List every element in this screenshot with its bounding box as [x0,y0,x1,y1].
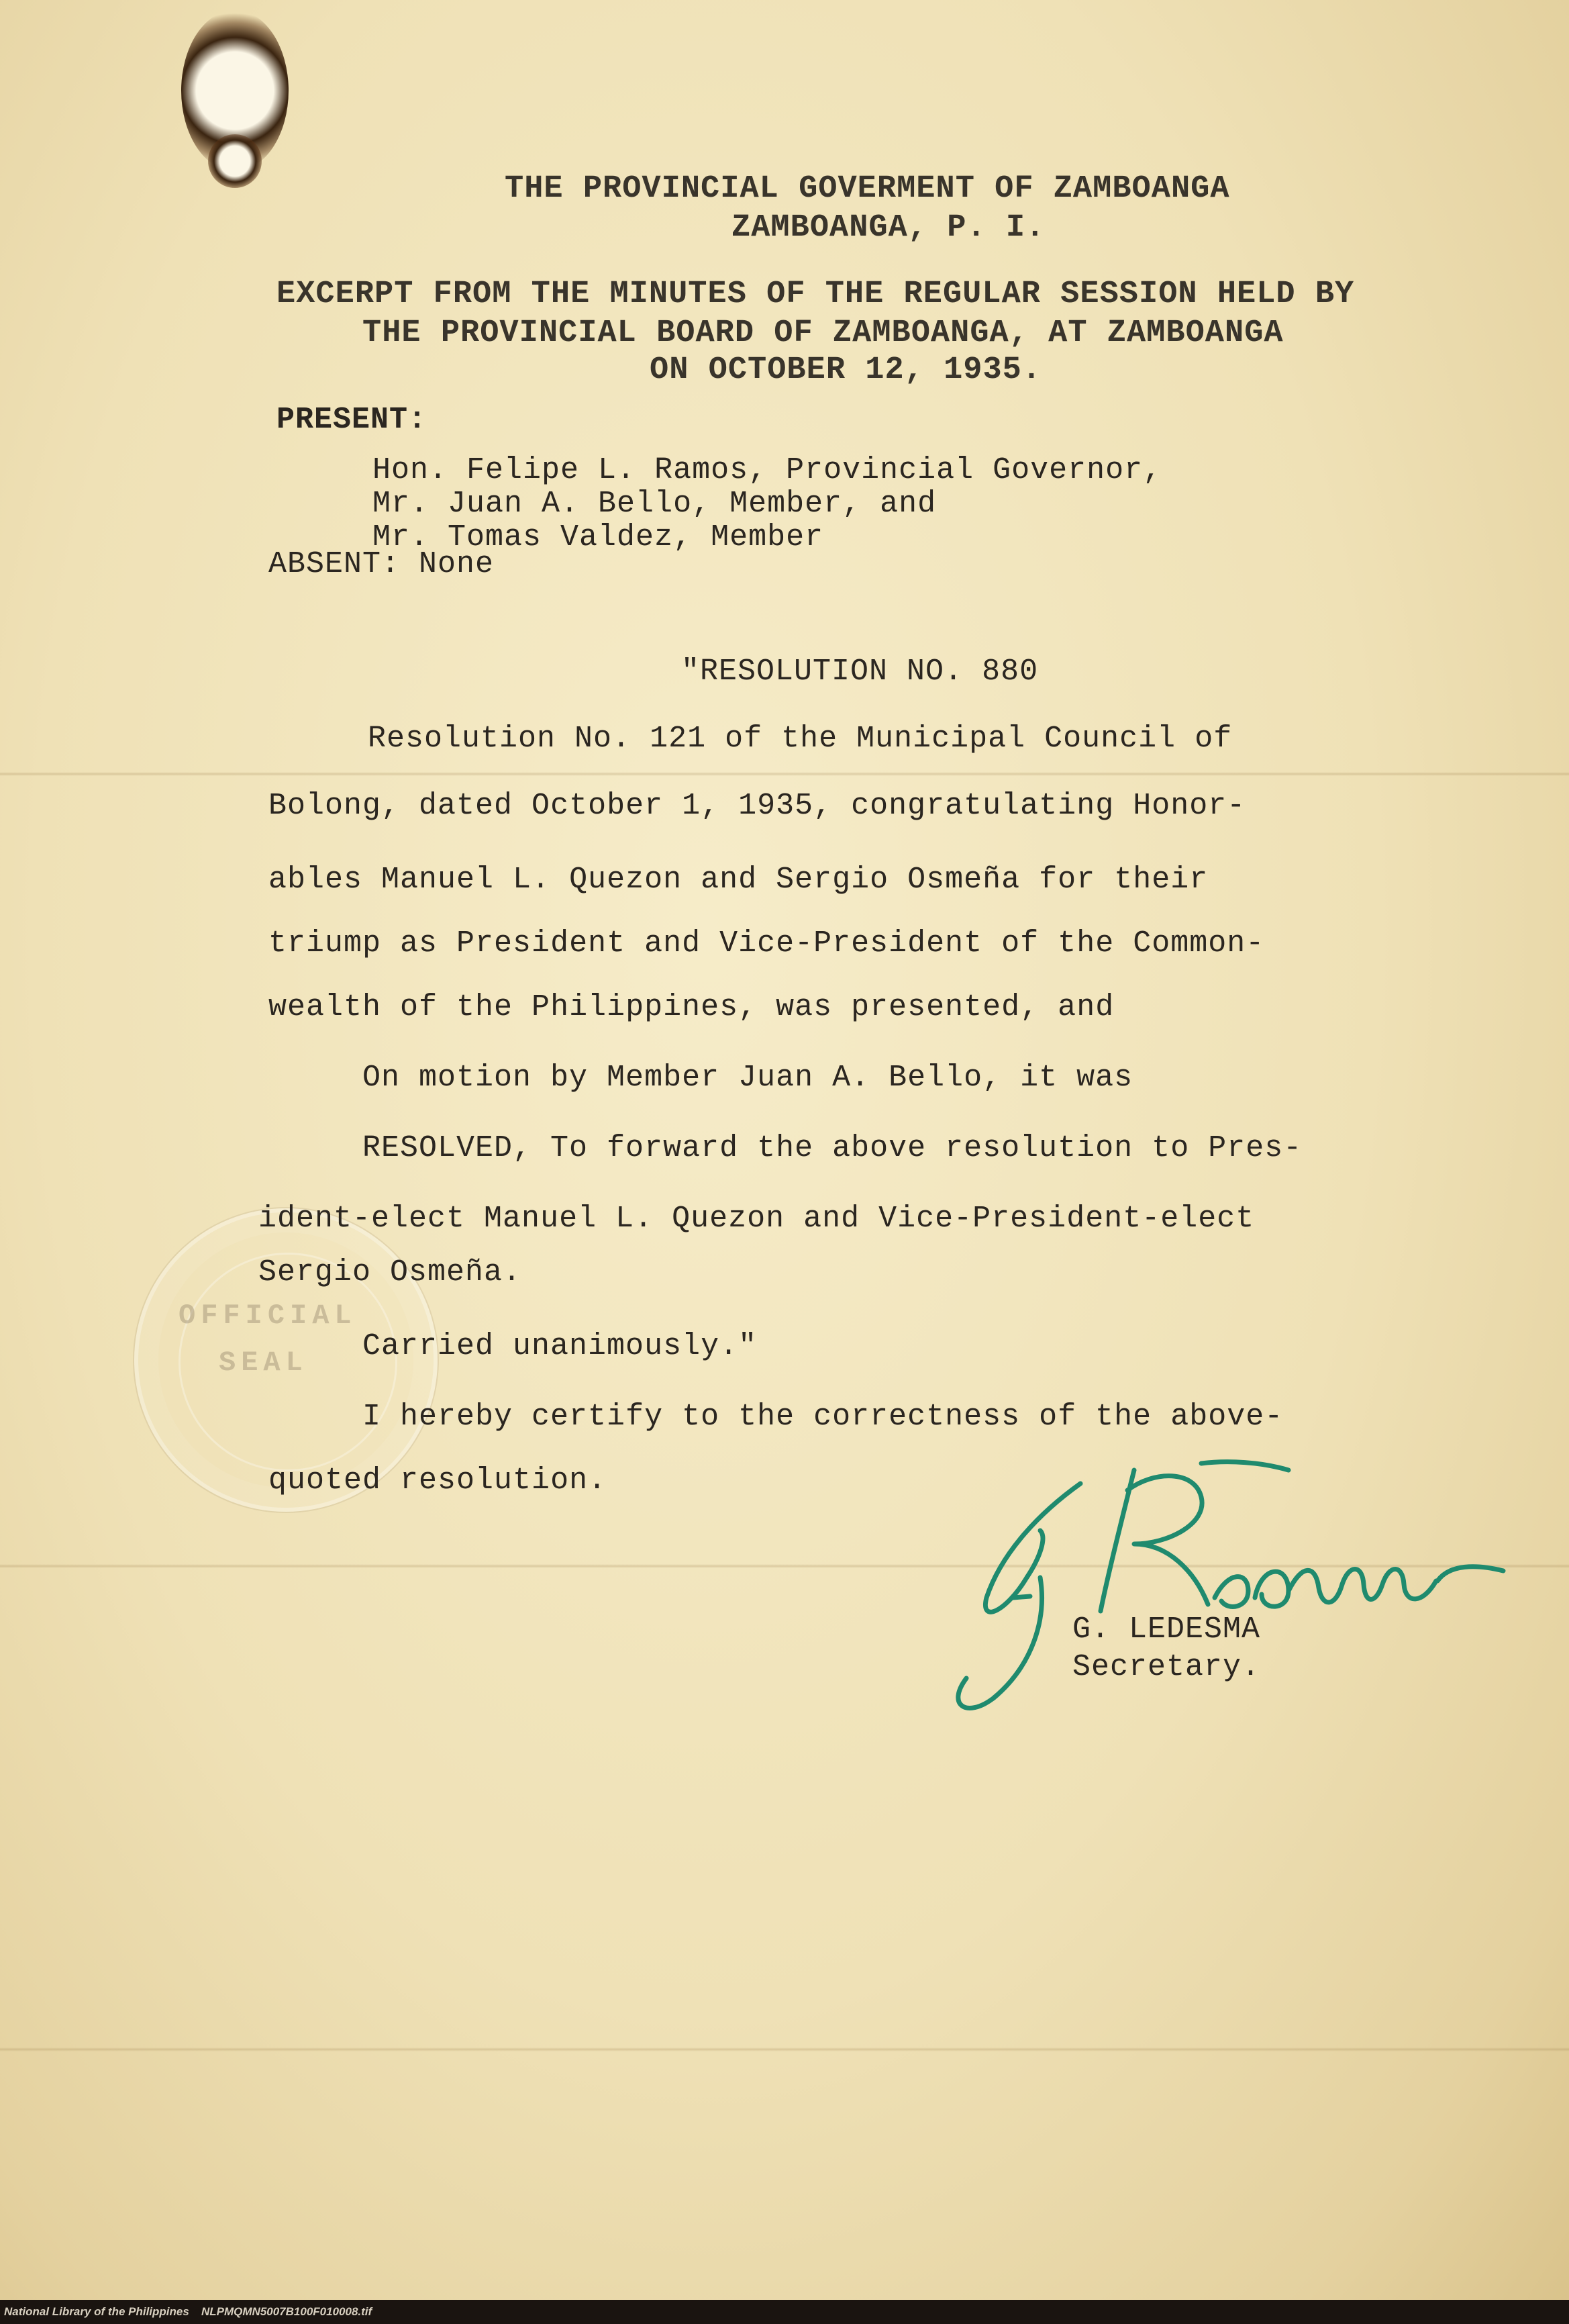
header-title: THE PROVINCIAL GOVERMENT OF ZAMBOANGA [505,171,1230,207]
present-member: Hon. Felipe L. Ramos, Provincial Governor, [372,453,1162,487]
seal-text-top: OFFICIAL [179,1300,357,1332]
absent-line: ABSENT: None [268,547,495,581]
paper-fold [0,772,1569,776]
resolution-line: ables Manuel L. Quezon and Sergio Osmeña for their [268,863,1209,897]
resolution-line: Bolong, dated October 1, 1935, congratulating Honor- [268,789,1246,823]
resolution-title: "RESOLUTION NO. 880 [681,655,1039,689]
certification-line: I hereby certify to the correctness of the above- [362,1400,1284,1434]
signatory-title: Secretary. [1072,1650,1261,1684]
resolution-line: Resolution No. 121 of the Municipal Council of [368,722,1233,756]
signatory-name: G. LEDESMA [1072,1612,1261,1647]
certification-line: quoted resolution. [268,1463,607,1498]
excerpt-date: ON OCTOBER 12, 1935. [650,352,1042,388]
resolution-line: Carried unanimously." [362,1329,758,1363]
burn-spot [208,134,262,188]
resolution-line: Sergio Osmeña. [258,1255,522,1290]
footer-source: National Library of the Philippines [4,2305,189,2318]
resolution-line: ident-elect Manuel L. Quezon and Vice-President-elect [258,1202,1255,1236]
present-member: Mr. Tomas Valdez, Member [372,520,824,554]
seal-text-bottom: SEAL [219,1347,308,1379]
excerpt-line-2: THE PROVINCIAL BOARD OF ZAMBOANGA, AT ZAMBOANGA [362,316,1284,351]
paper-fold [0,2047,1569,2051]
present-label: PRESENT: [276,403,427,437]
footer-bar [0,2300,1569,2324]
resolution-line: RESOLVED, To forward the above resolution to Pres- [362,1131,1303,1165]
resolution-line: On motion by Member Juan A. Bello, it was [362,1061,1133,1095]
present-member: Mr. Juan A. Bello, Member, and [372,487,937,521]
excerpt-line-1: EXCERPT FROM THE MINUTES OF THE REGULAR SESSION HELD BY [276,277,1355,312]
resolution-line: wealth of the Philippines, was presented, and [268,990,1115,1024]
footer-filename: NLPMQMN5007B100F010008.tif [201,2305,372,2318]
header-location: ZAMBOANGA, P. I. [731,210,1046,246]
resolution-line: triump as President and Vice-President of the Common- [268,926,1265,961]
